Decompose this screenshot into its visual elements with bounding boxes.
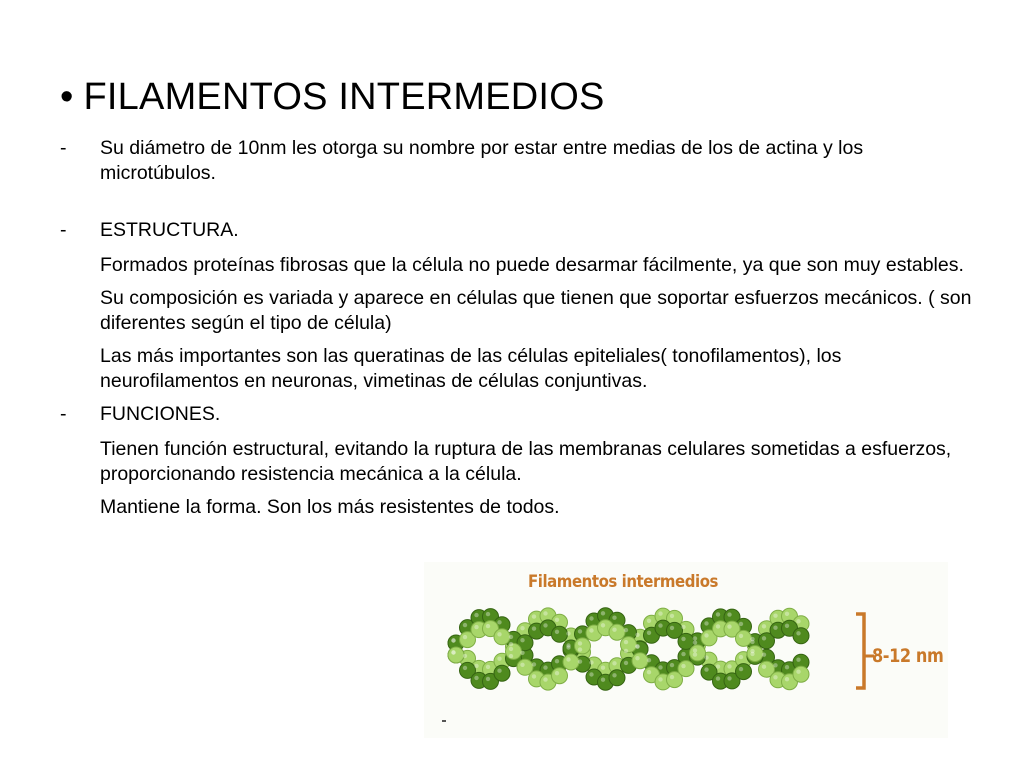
bead-highlight (520, 638, 524, 642)
filament-bead (506, 643, 522, 659)
bead-highlight (555, 659, 559, 663)
bead-highlight (739, 622, 743, 626)
bead-highlight (658, 611, 662, 615)
bead-highlight (750, 637, 754, 641)
bead-highlight (532, 662, 536, 666)
bead-highlight (785, 677, 789, 681)
bead-highlight (474, 613, 478, 617)
bead-highlight (716, 624, 720, 628)
bead-highlight (612, 628, 616, 632)
filament-bead (736, 664, 752, 680)
bead-highlight (773, 663, 777, 667)
bead-highlight (578, 641, 582, 645)
title-text: FILAMENTOS INTERMEDIOS (83, 76, 605, 118)
bead-highlight (601, 623, 605, 627)
bead-highlight (739, 634, 743, 638)
bead-highlight (624, 628, 628, 632)
bead-highlight (727, 624, 731, 628)
bead-highlight (716, 664, 720, 668)
bead-highlight (474, 664, 478, 668)
bead-highlight (716, 676, 720, 680)
filament-bead (448, 647, 464, 663)
bead-highlight (451, 650, 455, 654)
bead-highlight (520, 626, 524, 630)
bead-highlight (785, 612, 789, 616)
bead-highlight (463, 635, 467, 639)
bead-highlight (693, 636, 697, 640)
bead-highlight (486, 624, 490, 628)
bead-highlight (566, 631, 570, 635)
bead-highlight (463, 666, 467, 670)
funciones-paragraph-1: Tienen función estructural, evitando la ruptura de las membranas celulares sometidas a esfuerzos, proporcionando resistencia mecánica a la célula. (100, 438, 952, 485)
slide-content (60, 136, 980, 520)
bead-highlight (578, 659, 582, 663)
bead-highlight (555, 630, 559, 634)
bead-highlight (704, 621, 708, 625)
bead-highlight (681, 652, 685, 656)
bead-highlight (785, 665, 789, 669)
bead-highlight (578, 647, 582, 651)
bead-highlight (543, 623, 547, 627)
bead-highlight (727, 664, 731, 668)
bead-highlight (497, 657, 501, 661)
bead-highlight (773, 675, 777, 679)
estructura-heading: ESTRUCTURA. (100, 219, 239, 241)
bead-highlight (578, 629, 582, 633)
filament-figure (424, 562, 948, 738)
bead-highlight (589, 672, 593, 676)
bead-highlight (681, 664, 685, 668)
bead-highlight (670, 614, 674, 618)
bead-highlight (681, 637, 685, 641)
bead-highlight (635, 656, 639, 660)
bead-highlight (658, 677, 662, 681)
bead-highlight (670, 663, 674, 667)
bead-highlight (497, 669, 501, 673)
bead-highlight (796, 619, 800, 623)
bead-highlight (509, 642, 513, 646)
funciones-paragraph-2: Mantiene la forma. Son los más resistentes de todos. (100, 496, 560, 518)
bead-highlight (762, 624, 766, 628)
bead-highlight (635, 633, 639, 637)
filament-bead (793, 666, 809, 682)
bead-highlight (762, 636, 766, 640)
bead-highlight (693, 652, 697, 656)
bead-highlight (762, 665, 766, 669)
bead-highlight (670, 675, 674, 679)
bead-highlight (532, 626, 536, 630)
bead-highlight (463, 654, 467, 658)
filament-bead (690, 645, 706, 661)
bead-highlight (762, 653, 766, 657)
filament-bead (575, 638, 591, 654)
filament-bead (793, 628, 809, 644)
bead-highlight (509, 654, 513, 658)
section-diameter (60, 136, 980, 186)
bead-highlight (543, 677, 547, 681)
bead-highlight (486, 665, 490, 669)
filament-bead (632, 653, 648, 669)
bead-highlight (704, 655, 708, 659)
filament-bead (494, 665, 510, 681)
bead-highlight (474, 676, 478, 680)
bead-highlight (612, 616, 616, 620)
bead-highlight (486, 612, 490, 616)
bead-highlight (532, 674, 536, 678)
bead-highlight (509, 635, 513, 639)
bead-highlight (520, 663, 524, 667)
bead-highlight (739, 667, 743, 671)
bead-highlight (624, 661, 628, 665)
bead-highlight (773, 626, 777, 630)
bead-highlight (601, 666, 605, 670)
scale-bracket (856, 614, 864, 688)
bead-highlight (486, 677, 490, 681)
scale-label: 8-12 nm (872, 645, 944, 667)
estructura-paragraph-1: Formados proteínas fibrosas que la célula no puede desarmar fácilmente, ya que son muy estables. (100, 254, 964, 276)
bead-highlight (463, 623, 467, 627)
dash-marker: - (60, 137, 67, 159)
bead-highlight (647, 658, 651, 662)
figure-tick-mark (442, 720, 446, 722)
bead-highlight (555, 671, 559, 675)
figure-title: Filamentos intermedios (528, 572, 719, 592)
filament-bead (563, 654, 579, 670)
bead-highlight (658, 623, 662, 627)
bead-highlight (681, 625, 685, 629)
bead-highlight (589, 628, 593, 632)
filament-bead (747, 646, 763, 662)
estructura-paragraph-3: Las más importantes son las queratinas de las células epiteliales( tonofilamentos), los neurofilamentos en neuronas, vimetinas de células conjuntivas. (100, 345, 842, 392)
bead-highlight (704, 633, 708, 637)
bead-highlight (796, 631, 800, 635)
bead-highlight (785, 624, 789, 628)
bead-highlight (497, 620, 501, 624)
estructura-paragraph-2: Su composición es variada y aparece en células que tienen que soportar esfuerzos mecánicos. ( son diferentes según el tipo de célula) (100, 287, 972, 334)
bead-highlight (796, 670, 800, 674)
bead-highlight (704, 667, 708, 671)
bead-highlight (566, 643, 570, 647)
bead-highlight (612, 661, 616, 665)
section-funciones-heading (60, 402, 980, 427)
bead-highlight (796, 658, 800, 662)
filament-bead (736, 630, 752, 646)
section-estructura-heading (60, 218, 980, 243)
bead-highlight (647, 631, 651, 635)
bead-highlight (739, 655, 743, 659)
bead-highlight (647, 619, 651, 623)
bead-highlight (624, 649, 628, 653)
filament-bead (494, 629, 510, 645)
bead-highlight (555, 618, 559, 622)
bead-highlight (520, 651, 524, 655)
filament-bead (609, 624, 625, 640)
bead-highlight (750, 649, 754, 653)
filament-bead (609, 670, 625, 686)
bead-highlight (474, 625, 478, 629)
bead-highlight (509, 647, 513, 651)
bead-highlight (612, 673, 616, 677)
bead-highlight (589, 660, 593, 664)
bead-highlight (601, 611, 605, 615)
filament-bead (552, 626, 568, 642)
bead-highlight (670, 626, 674, 630)
bead-highlight (693, 640, 697, 644)
title-bullet: • (60, 76, 74, 118)
bead-highlight (647, 670, 651, 674)
slide-title (60, 74, 605, 120)
bead-highlight (566, 657, 570, 661)
bead-highlight (624, 640, 628, 644)
filament-bead (678, 661, 694, 677)
dash-marker: - (60, 219, 67, 241)
filament-bead (552, 668, 568, 684)
bead-highlight (543, 611, 547, 615)
bead-highlight (716, 612, 720, 616)
bead-highlight (658, 665, 662, 669)
dash-marker: - (60, 403, 67, 425)
bead-highlight (727, 676, 731, 680)
bead-highlight (451, 638, 455, 642)
bead-highlight (589, 616, 593, 620)
funciones-heading: FUNCIONES. (100, 403, 221, 425)
bead-highlight (727, 612, 731, 616)
bead-highlight (693, 648, 697, 652)
bead-highlight (773, 614, 777, 618)
filament-bead (621, 637, 637, 653)
bead-highlight (543, 665, 547, 669)
bead-highlight (497, 632, 501, 636)
bead-highlight (601, 678, 605, 682)
bead-highlight (635, 645, 639, 649)
bead-highlight (532, 614, 536, 618)
diameter-text: Su diámetro de 10nm les otorga su nombre por estar entre medias de los de actina y los microtúbulos. (100, 137, 864, 184)
